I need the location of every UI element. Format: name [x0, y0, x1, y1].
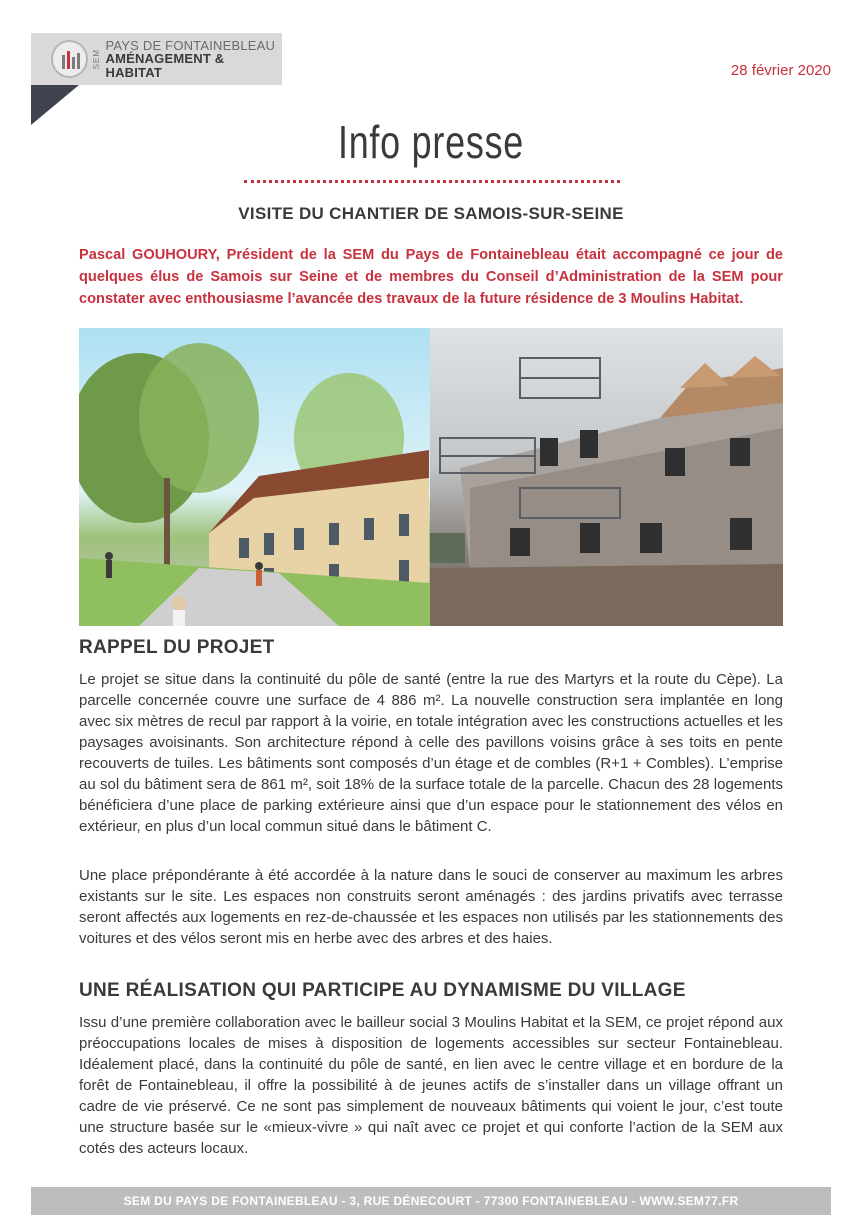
- logo: [31, 33, 282, 85]
- logo-line2: AMÉNAGEMENT & HABITAT: [105, 51, 225, 80]
- village-paragraph-1: Issu d’une première collaboration avec le bailleur social 3 Moulins Habitat et la SEM, ce projet répond aux préoccupations locales de mises à disposition de logements accessibles sur secteur Fontainebleau. Idéalement placé, dans la continuité du pôle de santé, en lien avec le centre village et en bordure de la forêt de Fontainebleau, il offre la possibilité à de jeunes actifs de s’installer dans un village offrant un cadre de vie préservé. Ce ne sont pas simplement de nouveaux bâtiments qui voient le jour, c’est toute une structure basée sur le «mieux-vivre » qui naît avec ce projet et qui conforte l’action de la SEM aux cotés des acteurs locaux.: [79, 1014, 783, 1157]
- press-date: 28 février 2020: [730, 62, 831, 79]
- logo-sem-label: SEM: [92, 48, 102, 70]
- section-heading-project: RAPPEL DU PROJET: [79, 637, 275, 658]
- page-title: Info presse: [337, 116, 525, 168]
- rendering-image: [79, 328, 430, 626]
- project-paragraph-2: Une place prépondérante à été accordée à la nature dans le souci de conserver au maximum les arbres existants sur le site. Les espaces non construits seront aménagés : des jardins privatifs avec terrasse seront affectés aux logements en rez-de-chaussée et les espaces non utilisés par les stationnements des voitures et des vélos seront mis en herbe avec des arbres et des haies.: [79, 867, 783, 947]
- logo-line1: PAYS DE FONTAINEBLEAU: [105, 37, 276, 53]
- logo-emblem-icon: [51, 40, 88, 78]
- construction-photo: [430, 328, 783, 626]
- page-subtitle: VISITE DU CHANTIER DE SAMOIS-SUR-SEINE: [238, 204, 624, 223]
- construction-site-illustration: [430, 328, 783, 626]
- rendering-illustration: [79, 328, 430, 626]
- project-paragraph-1: Le projet se situe dans la continuité du pôle de santé (entre la rue des Martyrs et la route du Cèpe). La parcelle concernée couvre une surface de 4 886 m². La nouvelle construction sera implantée en long avec six mètres de recul par rapport à la voirie, en totale intégration avec les constructions actuelles et les paysages avoisinants. Son architecture répond à celle des pavillons voisins grâce à ses toits en pente recouverts de tuiles. Les bâtiments sont composés d’un étage et de combles (R+1 + Combles). L’emprise au sol du bâtiment sera de 861 m², soit 18% de la surface totale de la parcelle. Chacun des 28 logements bénéficiera d’une place de parking extérieure ainsi que d’un espace pour le stationnement des vélos en extérieur, en plus d’un local commun situé dans le bâtiment C.: [79, 671, 783, 835]
- lead-paragraph: Pascal GOUHOURY, Président de la SEM du Pays de Fontainebleau était accompagné ce jour de quelques élus de Samois sur Seine et de membres du Conseil d’Administration de la SEM pour constater avec enthousiasme l’avancée des travaux de la future résidence de 3 Moulins Habitat.: [79, 247, 783, 307]
- logo-corner-tab: [31, 85, 79, 125]
- title-divider: [244, 180, 620, 183]
- footer-address: SEM DU PAYS DE FONTAINEBLEAU - 3, RUE DÉNECOURT - 77300 FONTAINEBLEAU - WWW.SEM77.FR: [31, 1187, 831, 1215]
- section-heading-village: UNE RÉALISATION QUI PARTICIPE AU DYNAMISME DU VILLAGE: [79, 980, 686, 1001]
